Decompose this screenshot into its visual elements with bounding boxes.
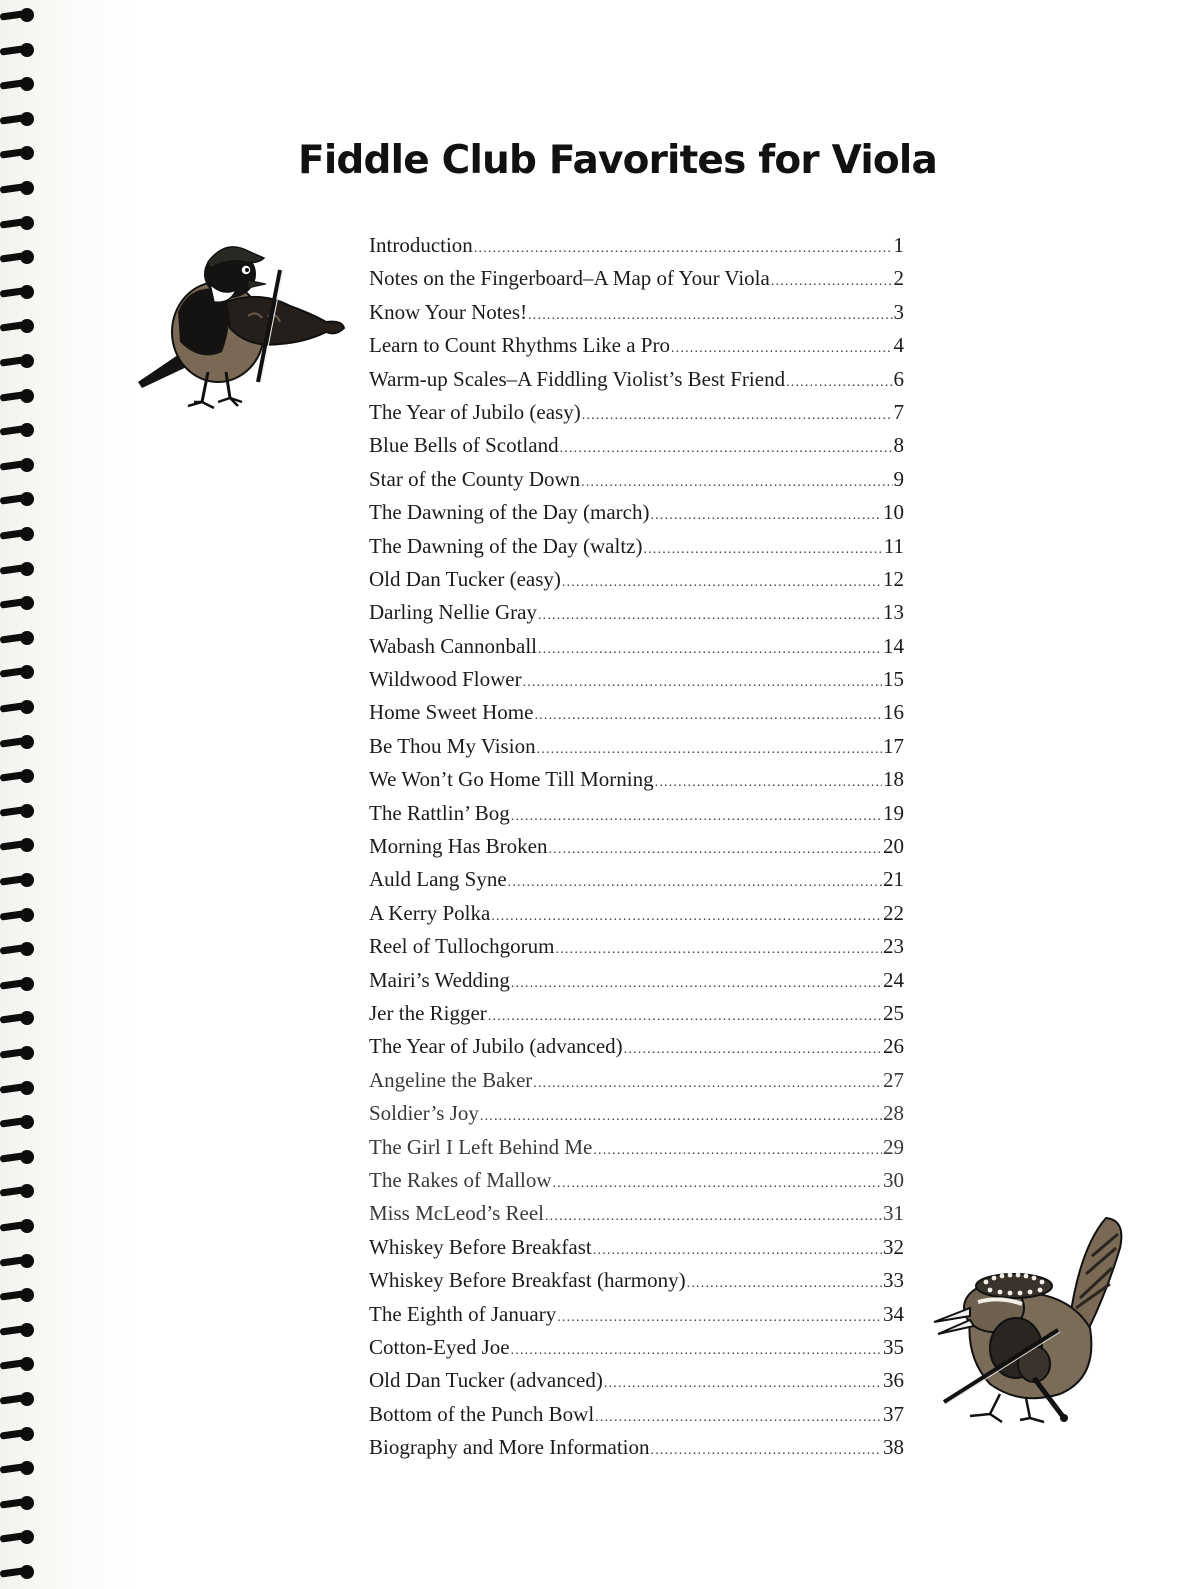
toc-entry [369, 763, 904, 796]
toc-entry [369, 1131, 904, 1164]
dot-leader [604, 1367, 882, 1400]
dot-leader [534, 699, 882, 732]
dot-leader [624, 1033, 882, 1066]
dot-leader [593, 1134, 882, 1167]
dot-leader [655, 766, 882, 799]
toc-entry-title: We Won’t Go Home Till Morning [369, 767, 654, 792]
spiral-coil-icon [0, 908, 36, 922]
toc-entry [369, 930, 904, 963]
spiral-coil-icon [0, 250, 36, 264]
toc-entry [369, 396, 904, 429]
toc-entry-title: Old Dan Tucker (advanced) [369, 1368, 603, 1393]
spiral-coil-icon [0, 1115, 36, 1129]
spiral-coil-icon [0, 1254, 36, 1268]
dot-leader [582, 399, 893, 432]
toc-entry [369, 1097, 904, 1130]
toc-entry [369, 997, 904, 1030]
toc-entry-page-number: 15 [883, 667, 904, 692]
toc-entry-page-number: 18 [883, 767, 904, 792]
dot-leader [523, 666, 882, 699]
toc-entry-title: Wabash Cannonball [369, 633, 538, 658]
toc-entry [369, 1264, 904, 1297]
spiral-coil-icon [0, 285, 36, 299]
bird-viola-illustration-icon [130, 232, 350, 412]
toc-entry [369, 1231, 904, 1264]
toc-entry [369, 1398, 904, 1431]
spiral-coil-icon [0, 527, 36, 541]
toc-entry-page-number: 26 [883, 1034, 904, 1059]
page-title: Fiddle Club Favorites for Viola [298, 138, 937, 183]
toc-entry [369, 797, 904, 830]
toc-entry-page-number: 31 [883, 1201, 904, 1226]
spiral-coil-icon [0, 458, 36, 472]
toc-entry-title: The Rattlin’ Bog [369, 800, 510, 825]
toc-entry [369, 730, 904, 763]
spiral-coil-icon [0, 1011, 36, 1025]
spiral-coil-icon [0, 873, 36, 887]
toc-entry-page-number: 16 [883, 700, 904, 725]
spiral-coil-icon [0, 181, 36, 195]
toc-entry-page-number: 30 [883, 1167, 904, 1192]
toc-entry-page-number: 8 [893, 433, 904, 458]
toc-entry-title: Morning Has Broken [369, 834, 548, 859]
toc-entry [369, 1331, 904, 1364]
table-of-contents [369, 229, 904, 1464]
dot-leader [480, 1100, 882, 1133]
toc-entry-title: A Kerry Polka [369, 900, 491, 925]
toc-entry-page-number: 10 [883, 500, 904, 525]
spiral-coil-icon [0, 631, 36, 645]
spiral-coil-icon [0, 319, 36, 333]
dot-leader [643, 533, 882, 566]
dot-leader [651, 1434, 882, 1467]
toc-entry-title: The Eighth of January [369, 1301, 557, 1326]
toc-entry [369, 863, 904, 896]
toc-entry [369, 563, 904, 596]
spiral-coil-icon [0, 1357, 36, 1371]
spiral-coil-icon [0, 1288, 36, 1302]
toc-entry-title: Miss McLeod’s Reel [369, 1201, 544, 1226]
toc-entry-title: The Dawning of the Day (march) [369, 500, 650, 525]
toc-entry-title: The Rakes of Mallow [369, 1167, 552, 1192]
spiral-coil-icon [0, 562, 36, 576]
toc-entry-title: The Dawning of the Day (waltz) [369, 533, 643, 558]
toc-entry-title: Know Your Notes! [369, 299, 528, 324]
spiral-coil-icon [0, 1081, 36, 1095]
toc-entry-title: Home Sweet Home [369, 700, 534, 725]
toc-entry-title: Star of the County Down [369, 466, 581, 491]
toc-entry-title: Whiskey Before Breakfast [369, 1234, 592, 1259]
toc-entry [369, 964, 904, 997]
spiral-coil-icon [0, 804, 36, 818]
toc-entry-page-number: 25 [883, 1000, 904, 1025]
dot-leader [491, 900, 882, 933]
toc-entry-title: Bottom of the Punch Bowl [369, 1401, 595, 1426]
toc-entry [369, 1298, 904, 1331]
toc-entry-page-number: 20 [883, 834, 904, 859]
toc-entry [369, 329, 904, 362]
toc-entry-title: Wildwood Flower [369, 667, 522, 692]
spiral-coil-icon [0, 838, 36, 852]
toc-entry-title: Biography and More Information [369, 1435, 650, 1460]
spiral-coil-icon [0, 1046, 36, 1060]
toc-entry [369, 1030, 904, 1063]
toc-entry [369, 596, 904, 629]
spiral-coil-icon [0, 1461, 36, 1475]
spiral-coil-icon [0, 596, 36, 610]
spiral-coil-icon [0, 146, 36, 160]
dot-leader [548, 833, 882, 866]
toc-entry [369, 363, 904, 396]
toc-entry-title: Blue Bells of Scotland [369, 433, 559, 458]
dot-leader [511, 967, 882, 1000]
toc-entry-title: Jer the Rigger [369, 1000, 487, 1025]
dot-leader [553, 1167, 882, 1200]
spiral-coil-icon [0, 8, 36, 22]
toc-entry-page-number: 32 [883, 1234, 904, 1259]
spiral-coil-icon [0, 1219, 36, 1233]
dot-leader [508, 866, 882, 899]
toc-entry-title: The Year of Jubilo (easy) [369, 399, 581, 424]
dot-leader [511, 800, 882, 833]
spiral-coil-icon [0, 1530, 36, 1544]
spiral-coil-icon [0, 1150, 36, 1164]
toc-entry [369, 1431, 904, 1464]
dot-leader [557, 1301, 882, 1334]
spiral-coil-icon [0, 1323, 36, 1337]
toc-entry-page-number: 36 [883, 1368, 904, 1393]
spiral-coil-icon [0, 1496, 36, 1510]
toc-entry-title: Reel of Tullochgorum [369, 934, 555, 959]
toc-entry [369, 262, 904, 295]
toc-entry-title: Be Thou My Vision [369, 733, 536, 758]
toc-entry-title: Soldier’s Joy [369, 1101, 479, 1126]
toc-entry-page-number: 28 [883, 1101, 904, 1126]
spiral-coil-icon [0, 389, 36, 403]
spiral-coil-icon [0, 423, 36, 437]
dot-leader [786, 366, 892, 399]
spiral-coil-icon [0, 977, 36, 991]
toc-entry [369, 496, 904, 529]
dot-leader [545, 1200, 882, 1233]
dot-leader [528, 299, 892, 332]
toc-entry [369, 1064, 904, 1097]
toc-entry-page-number: 24 [883, 967, 904, 992]
spiral-coil-icon [0, 1184, 36, 1198]
toc-entry-title: Notes on the Fingerboard–A Map of Your Viola [369, 266, 770, 291]
toc-entry-page-number: 37 [883, 1401, 904, 1426]
spiral-coil-icon [0, 942, 36, 956]
dot-leader [650, 499, 882, 532]
toc-entry-page-number: 33 [883, 1268, 904, 1293]
toc-entry [369, 663, 904, 696]
dot-leader [556, 933, 882, 966]
spiral-coil-icon [0, 77, 36, 91]
toc-entry-title: Darling Nellie Gray [369, 600, 537, 625]
toc-entry-title: Whiskey Before Breakfast (harmony) [369, 1268, 686, 1293]
toc-entry [369, 463, 904, 496]
toc-entry-page-number: 29 [883, 1134, 904, 1159]
dot-leader [671, 332, 893, 365]
spiral-coil-icon [0, 1565, 36, 1579]
toc-entry [369, 429, 904, 462]
toc-entry-page-number: 7 [893, 399, 904, 424]
toc-entry-page-number: 14 [883, 633, 904, 658]
spiral-coil-icon [0, 354, 36, 368]
spiral-coil-icon [0, 769, 36, 783]
toc-entry-title: Mairi’s Wedding [369, 967, 510, 992]
toc-entry [369, 830, 904, 863]
toc-entry-title: The Year of Jubilo (advanced) [369, 1034, 623, 1059]
toc-entry [369, 630, 904, 663]
spiral-coil-icon [0, 112, 36, 126]
toc-entry-title: Introduction [369, 233, 473, 257]
toc-entry-title: Warm-up Scales–A Fiddling Violist’s Best Friend [369, 366, 786, 391]
spiral-coil-icon [0, 1427, 36, 1441]
toc-entry-page-number: 12 [883, 566, 904, 591]
spiral-binding [0, 0, 40, 1589]
dot-leader [562, 566, 882, 599]
toc-entry-page-number: 17 [883, 733, 904, 758]
dot-leader [538, 599, 882, 632]
dot-leader [593, 1234, 882, 1267]
toc-entry [369, 696, 904, 729]
toc-entry-page-number: 13 [883, 600, 904, 625]
toc-entry-page-number: 4 [893, 333, 904, 358]
dot-leader [488, 1000, 882, 1033]
toc-entry-page-number: 6 [893, 366, 904, 391]
toc-entry [369, 1197, 904, 1230]
toc-entry-title: Auld Lang Syne [369, 867, 507, 892]
toc-entry-page-number: 2 [893, 266, 904, 291]
toc-entry [369, 530, 904, 563]
dot-leader [595, 1401, 882, 1434]
toc-entry-page-number: 23 [883, 934, 904, 959]
spiral-coil-icon [0, 216, 36, 230]
spiral-coil-icon [0, 665, 36, 679]
dot-leader [533, 1067, 882, 1100]
toc-entry-title: Angeline the Baker [369, 1067, 533, 1092]
toc-entry-page-number: 38 [883, 1435, 904, 1460]
dot-leader [538, 633, 882, 666]
spiral-coil-icon [0, 735, 36, 749]
toc-entry-title: Old Dan Tucker (easy) [369, 566, 561, 591]
toc-entry-page-number: 3 [893, 299, 904, 324]
toc-entry-title: Cotton-Eyed Joe [369, 1334, 510, 1359]
toc-entry-page-number: 11 [883, 533, 904, 558]
toc-entry-page-number: 22 [883, 900, 904, 925]
toc-entry-page-number: 19 [883, 800, 904, 825]
dot-leader [474, 232, 893, 265]
toc-entry [369, 1164, 904, 1197]
toc-entry-page-number: 9 [893, 466, 904, 491]
toc-entry-title: The Girl I Left Behind Me [369, 1134, 593, 1159]
toc-entry [369, 296, 904, 329]
toc-entry-page-number: 34 [883, 1301, 904, 1326]
toc-entry [369, 897, 904, 930]
dot-leader [771, 265, 893, 298]
toc-entry-page-number: 1 [893, 233, 904, 257]
toc-entry-page-number: 35 [883, 1334, 904, 1359]
wren-viola-illustration-icon [930, 1208, 1130, 1428]
toc-entry [369, 229, 904, 262]
spiral-coil-icon [0, 1392, 36, 1406]
spiral-coil-icon [0, 700, 36, 714]
dot-leader [537, 733, 882, 766]
toc-entry-title: Learn to Count Rhythms Like a Pro [369, 333, 670, 358]
toc-entry-page-number: 21 [883, 867, 904, 892]
dot-leader [560, 432, 893, 465]
dot-leader [687, 1267, 882, 1300]
dot-leader [581, 466, 892, 499]
spiral-coil-icon [0, 492, 36, 506]
spiral-coil-icon [0, 43, 36, 57]
dot-leader [511, 1334, 882, 1367]
toc-entry [369, 1364, 904, 1397]
toc-entry-page-number: 27 [883, 1067, 904, 1092]
